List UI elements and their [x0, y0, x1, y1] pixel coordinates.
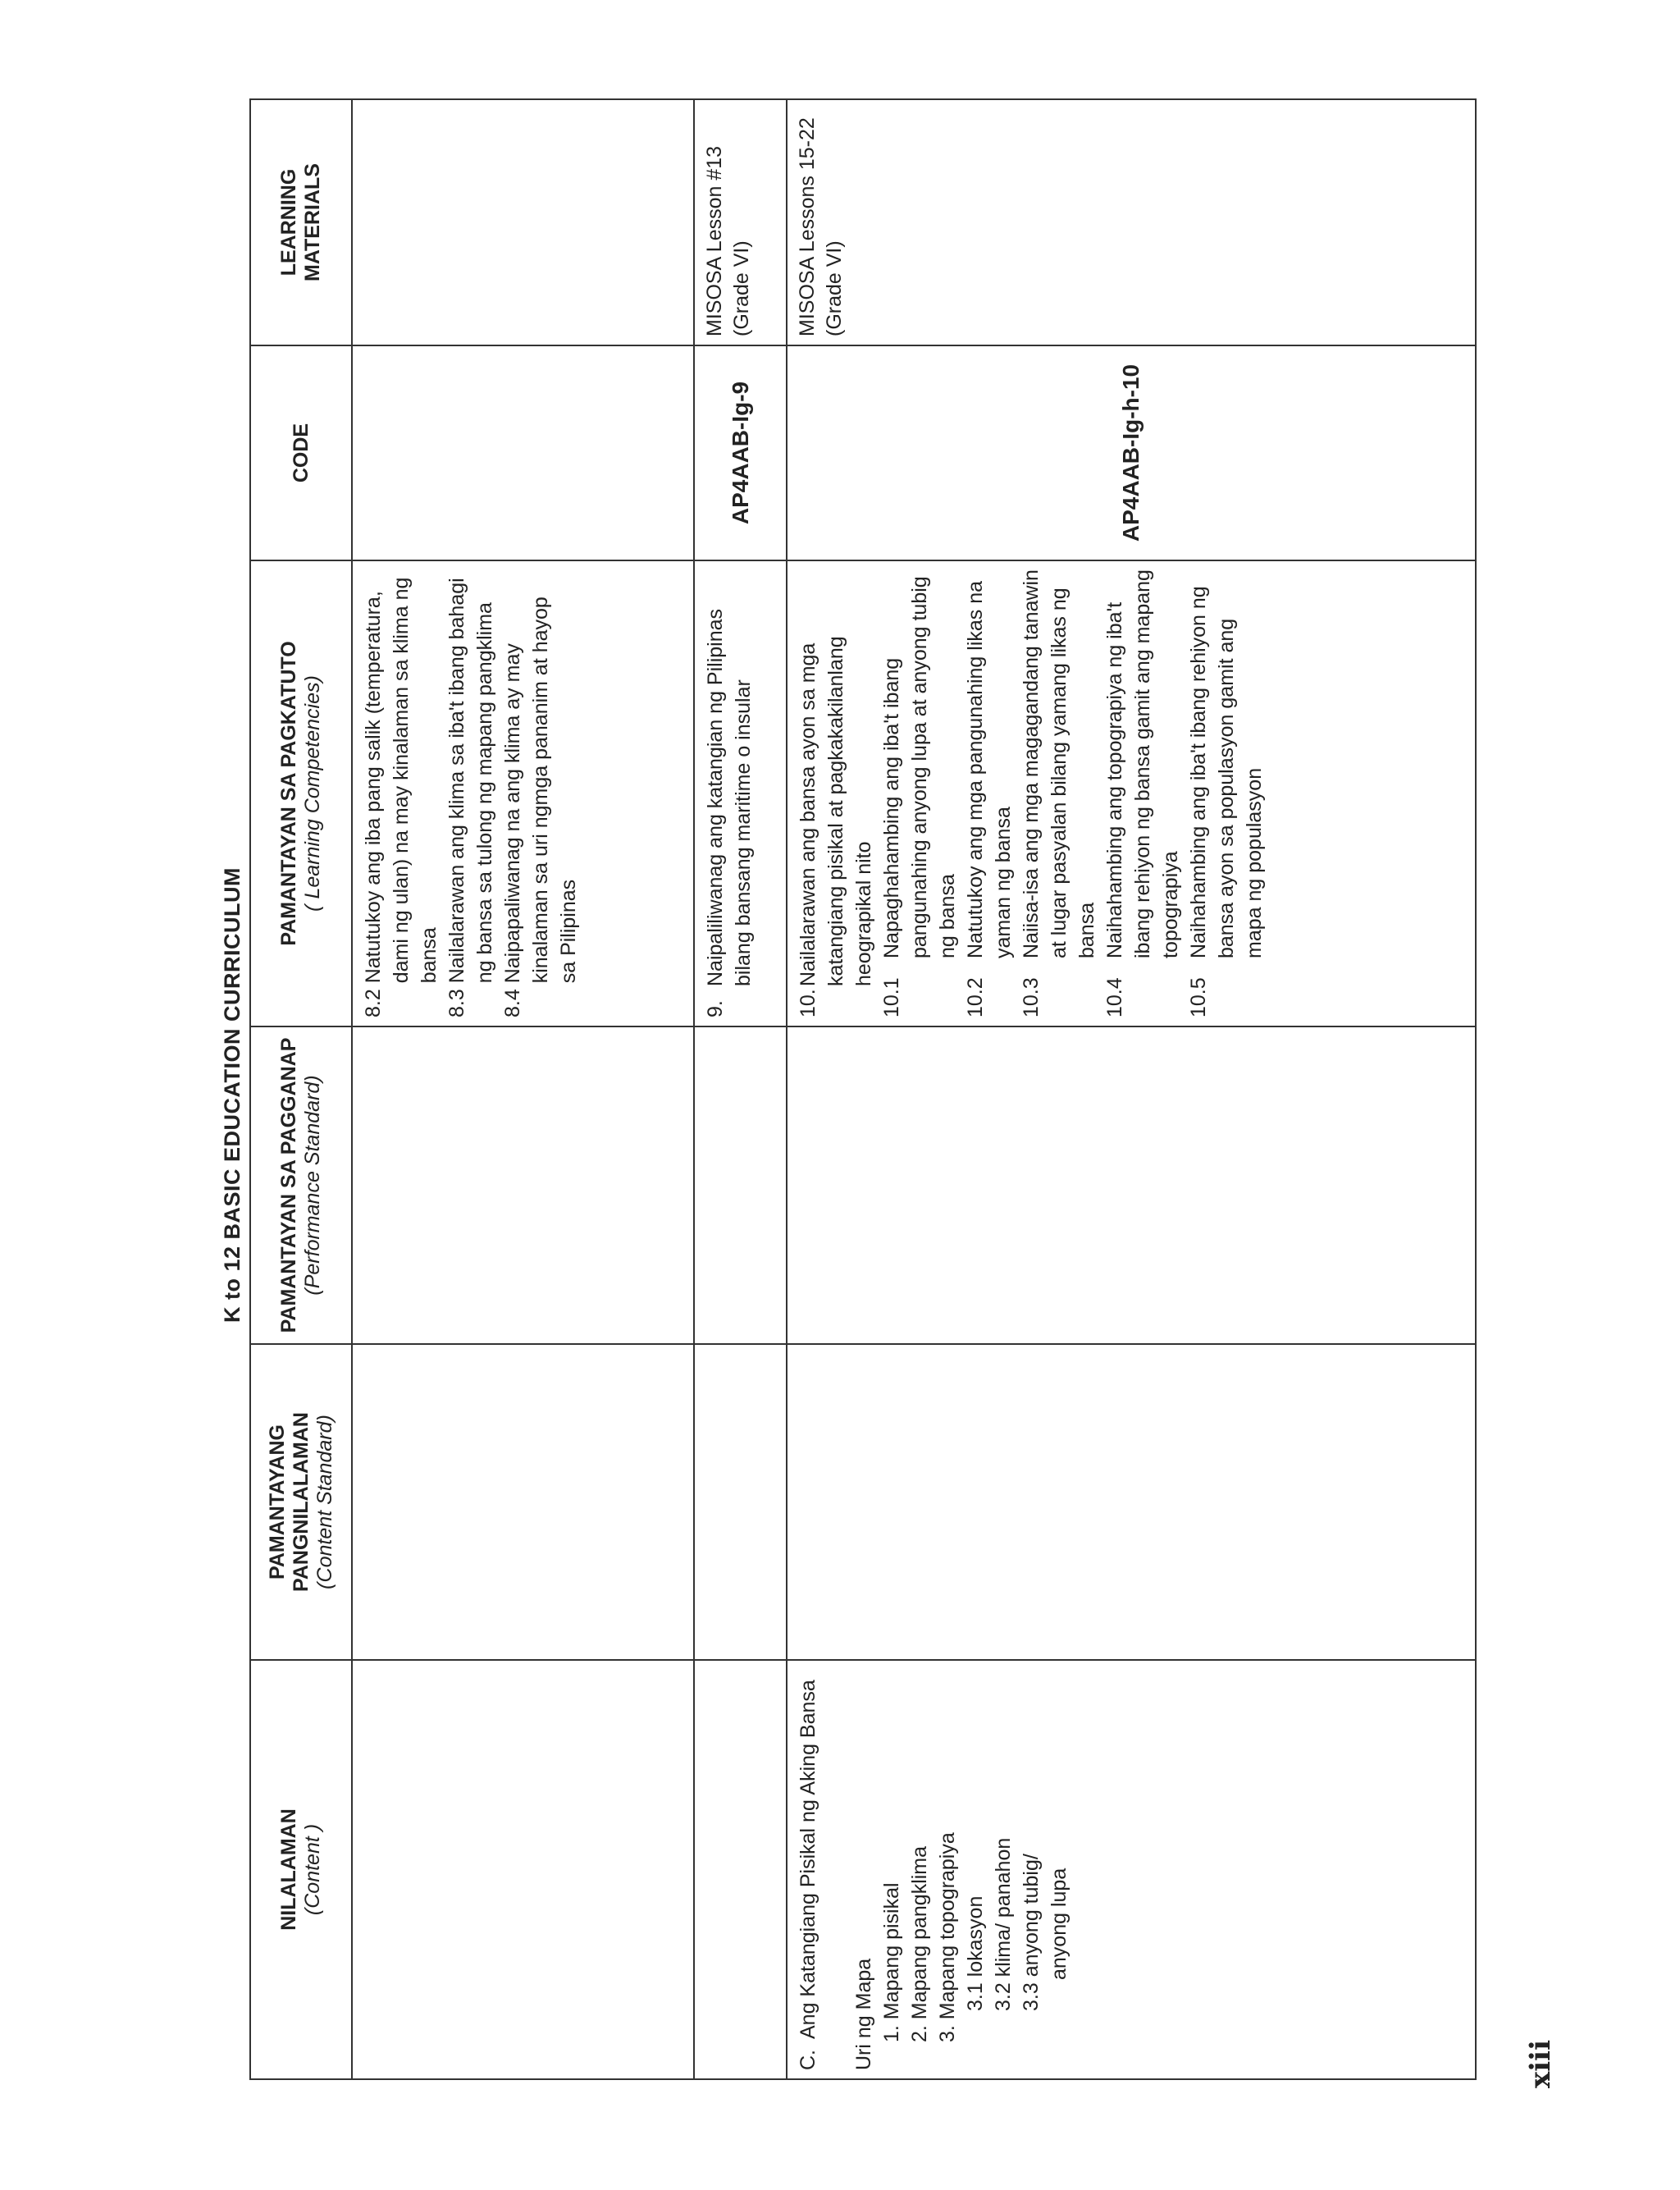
list-item: 3.3 anyong tubig/ — [1020, 1854, 1043, 2011]
content-subheading: Uri ng Mapa — [852, 1958, 875, 2070]
header-row — [250, 99, 352, 2079]
content-standard-cell — [352, 1344, 694, 1660]
content-heading: C. Ang Katangiang Pisikal ng Aking Bansa — [797, 1680, 819, 2070]
list-item: 1. Mapang pisikal — [880, 1882, 903, 2042]
curriculum-table — [249, 98, 1477, 2080]
header-materials: LEARNING MATERIALS — [250, 99, 352, 345]
competencies-cell — [352, 560, 694, 1026]
content-cell — [787, 1660, 1476, 2079]
competency-item: 8.2 Natutukoy ang iba pang salik (temperatura, dami ng ulan) na may kinalaman sa klima ng bansa — [362, 577, 441, 1017]
page-number: xiii — [1524, 2039, 1557, 2088]
competency-item: 10.3 Naiisa-isa ang mga magagandang tanawin at lugar pasyalan bilang yamang likas ng bansa — [1020, 569, 1098, 1017]
list-item: 3.2 klima/ panahon — [992, 1837, 1015, 2011]
code-cell — [352, 345, 694, 560]
list-item: 2. Mapang pangklima — [908, 1845, 931, 2042]
code-cell — [787, 345, 1476, 560]
content-cell — [352, 1660, 694, 2079]
competency-item: 10.1 Napaghahambing ang iba't ibang pangunahing anyong lupa at anyong tubig ng bansa — [880, 576, 959, 1017]
table-row — [694, 99, 787, 2079]
competency-item: 10.5 Naihahambing ang iba't ibang rehiyon ng bansa ayon sa populasyon gamit ang mapa ng populasyon — [1187, 586, 1266, 1017]
page-title: K to 12 BASIC EDUCATION CURRICULUM — [220, 867, 244, 1323]
list-item: 3.1 lokasyon — [964, 1895, 987, 2011]
header-content: NILALAMAN (Content ) — [250, 1660, 352, 2079]
competency-item: 8.3 Nailalarawan ang klima sa iba't ibang bahagi ng bansa sa tulong ng mapang pangklima — [445, 578, 496, 1017]
header-code: CODE — [250, 345, 352, 560]
table-row — [787, 99, 1476, 2079]
materials-cell: MISOSA Lesson #13 (Grade VI) — [694, 99, 787, 345]
competencies-cell — [694, 560, 787, 1026]
list-item: anyong lupa — [1048, 1868, 1071, 1980]
materials-cell — [352, 99, 694, 345]
header-content-standard: PAMANTAYANG PANGNILALAMAN (Content Standard) — [250, 1344, 352, 1660]
competency-item: 10.2 Natutukoy ang mga pangunahing likas na yaman ng bansa — [964, 580, 1015, 1017]
competency-item: 9. Naipaliliwanag ang katangian ng Pilipinas bilang bansang maritime o insular — [704, 608, 755, 1017]
header-competencies: PAMANTAYAN SA PAGKATUTO ( Learning Competencies) — [250, 560, 352, 1026]
competency-item: 10. Nailalarawan ang bansa ayon sa mga katangiang pisikal at pagkakakilanlang heograpikal nito — [797, 636, 875, 1017]
content-standard-cell — [787, 1344, 1476, 1660]
header-performance-standard: PAMANTAYAN SA PAGGANAP (Performance Standard) — [250, 1026, 352, 1344]
performance-standard-cell — [694, 1026, 787, 1344]
table-row — [352, 99, 694, 2079]
content-standard-cell — [694, 1344, 787, 1660]
list-item: 3. Mapang topograpiya — [936, 1832, 959, 2042]
performance-standard-cell — [787, 1026, 1476, 1344]
content-cell — [694, 1660, 787, 2079]
competencies-cell — [787, 560, 1476, 1026]
competency-item: 8.4 Naipapaliwanag na ang klima ay may kinalaman sa uri ngmga pananim at hayop sa Pilipinas — [501, 597, 580, 1017]
competency-code: AP4AAB-Ig-h-10 — [1118, 363, 1144, 542]
competency-item: 10.4 Naihahambing ang topograpiya ng iba't ibang rehiyon ng bansa gamit ang mapang topograpiya — [1103, 569, 1182, 1017]
code-cell: AP4AAB-Ig-9 — [694, 345, 787, 560]
performance-standard-cell — [352, 1026, 694, 1344]
materials-cell: MISOSA Lessons 15-22 (Grade VI) — [787, 99, 1476, 345]
